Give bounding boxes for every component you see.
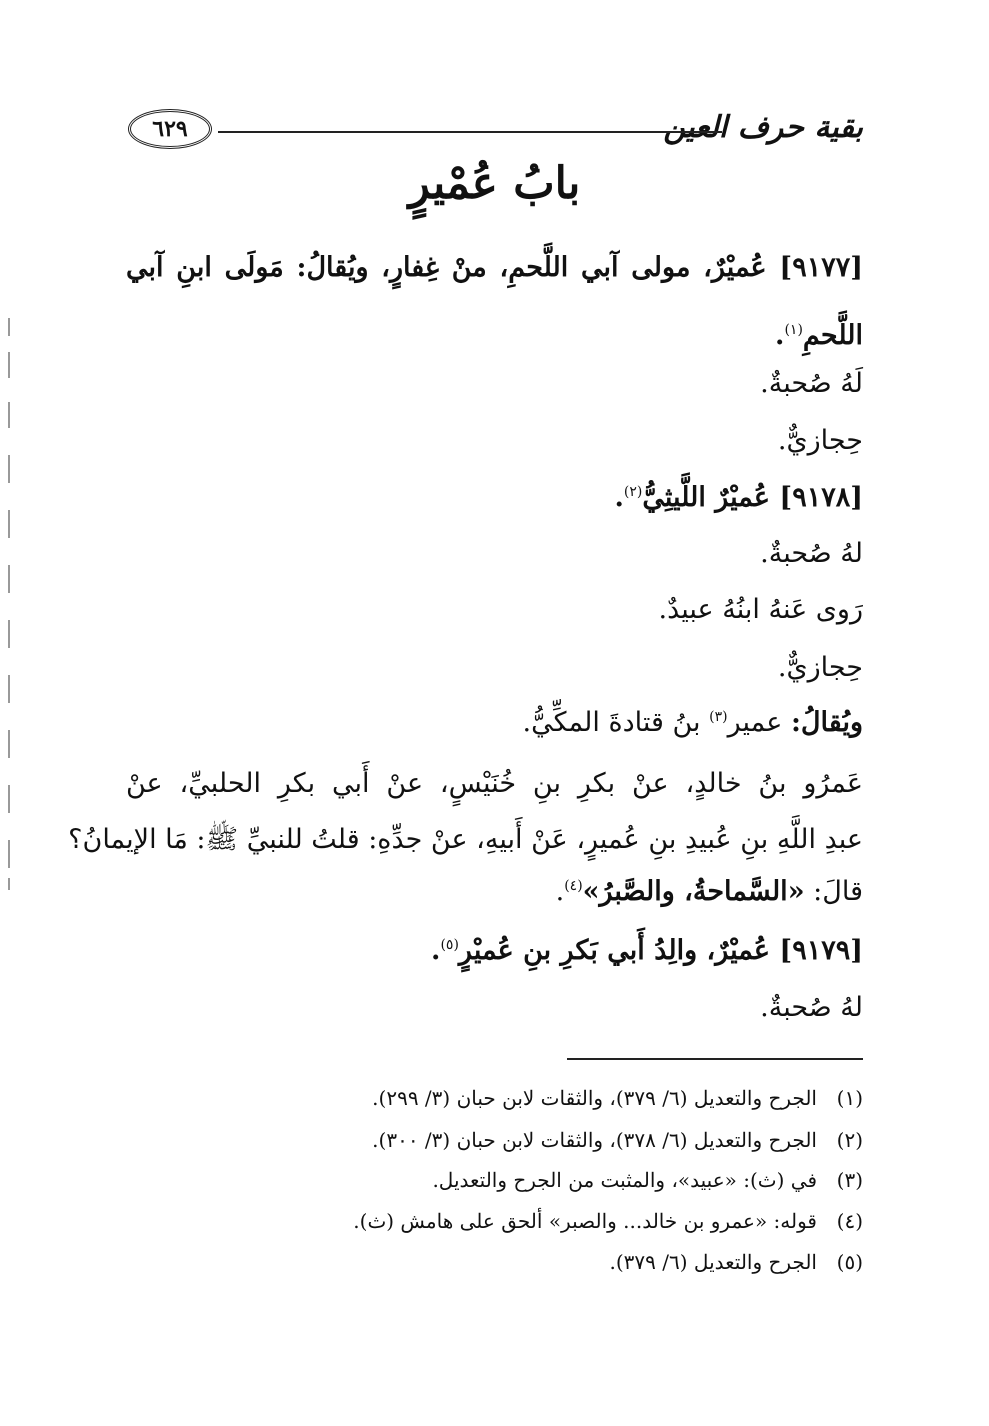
entry-9179-companion: لهُ صُحبةٌ. <box>760 992 863 1023</box>
footnote-rule <box>567 1058 863 1060</box>
footnote-5-text: الجرح والتعديل (٦/ ٣٧٩). <box>609 1250 817 1274</box>
hadith-quote: «السَّماحةُ، والصَّبرُ» <box>582 876 805 907</box>
alt-name-b: بنُ قتادةَ المكِّيُّ. <box>522 707 710 738</box>
entry-9178-alt-name <box>523 707 863 738</box>
entry-9177-origin: حِجازيٌّ. <box>777 425 863 456</box>
entry-9178-companion: لهُ صُحبةٌ. <box>760 538 863 569</box>
footnote-4 <box>353 1209 863 1233</box>
footnote-4-mark: (٤) <box>836 1209 863 1233</box>
entry-9178-origin: حِجازيٌّ. <box>777 652 863 683</box>
footnote-2 <box>372 1128 863 1152</box>
margin-mark <box>8 565 10 593</box>
footnote-4-text: قوله: «عمرو بن خالد... والصبر» ألحق على هامش (ث). <box>353 1209 817 1233</box>
footnote-2-mark: (٢) <box>836 1128 863 1152</box>
margin-mark <box>8 620 10 648</box>
entry-9177-line-2 <box>775 320 863 351</box>
entry-9177-line-1: [٩١٧٧] عُميْرٌ، مولى آبي اللَّحمِ، منْ غِفارٍ، ويُقالُ: مَولَى ابنِ آبي <box>126 252 863 283</box>
running-title: بقية حرف العين <box>663 110 863 145</box>
entry-9179-head <box>431 935 863 966</box>
footnote-3-mark: (٣) <box>836 1168 863 1192</box>
footnote-ref-5: (٥) <box>440 937 459 953</box>
entry-9178-head <box>615 482 863 513</box>
margin-mark <box>8 402 10 428</box>
footnote-5 <box>610 1250 864 1274</box>
footnote-1-mark: (١) <box>836 1086 863 1110</box>
margin-mark <box>8 352 10 378</box>
footnote-3 <box>432 1168 863 1192</box>
entry-9177-companion: لَهُ صُحبةٌ. <box>760 368 863 399</box>
entry-9177-name-end: اللَّحمِ <box>802 320 863 351</box>
margin-mark <box>8 840 10 868</box>
footnote-5-mark: (٥) <box>836 1250 863 1274</box>
hadith-line-3 <box>556 876 863 907</box>
hadith-line-1: عَمرُو بنُ خالدٍ، عنْ بكرِ بنِ خُنَيْسٍ، عنْ أَبي بكرِ الحلبيِّ، عنْ <box>126 768 863 799</box>
entry-9178-title: [٩١٧٨] عُميْرٌ اللَّيثِيُّ <box>642 482 863 513</box>
margin-mark <box>8 318 10 336</box>
footnote-ref-3: (٣) <box>709 709 728 725</box>
footnote-ref-4: (٤) <box>564 878 583 894</box>
entry-9178-head-end: . <box>614 482 624 513</box>
footnote-1-text: الجرح والتعديل (٦/ ٣٧٩)، والثقات لابن حبان (٣/ ٢٩٩). <box>372 1086 817 1110</box>
alt-name-prefix: ويُقالُ: <box>790 707 863 738</box>
footnote-3-text: في (ث): «عبيد»، والمثبت من الجرح والتعديل. <box>432 1168 817 1192</box>
entry-9177-line-2-end: . <box>775 320 785 351</box>
margin-mark <box>8 878 10 890</box>
entry-9178-narrator: رَوى عَنهُ ابنُهُ عبيدٌ. <box>658 594 863 625</box>
margin-mark <box>8 510 10 538</box>
footnote-ref-1: (١) <box>784 322 803 338</box>
chapter-heading: بابُ عُمْيرٍ <box>408 158 581 209</box>
alt-name-a: عمير <box>727 707 791 738</box>
hadith-line-3-end: . <box>555 876 565 907</box>
margin-mark <box>8 675 10 703</box>
header-rule <box>218 131 722 133</box>
entry-9179-head-end: . <box>431 935 441 966</box>
margin-mark <box>8 785 10 813</box>
entry-9179-title: [٩١٧٩] عُميْرٌ، والِدُ أَبي بَكرِ بنِ عُميْرٍ <box>458 935 863 966</box>
hadith-qala: قالَ: <box>804 876 863 907</box>
page-number <box>128 109 212 149</box>
footnote-1 <box>372 1086 863 1110</box>
margin-mark <box>8 730 10 758</box>
footnote-ref-2: (٢) <box>623 484 643 500</box>
margin-mark <box>8 455 10 483</box>
hadith-line-2: عبدِ اللَّهِ بنِ عُبيدِ بنِ عُميرٍ، عَنْ أَبيهِ، عنْ جدِّهِ: قلتُ للنبيِّ ﷺ: مَا الإيمانُ؟ <box>68 824 863 855</box>
footnote-2-text: الجرح والتعديل (٦/ ٣٧٨)، والثقات لابن حبان (٣/ ٣٠٠). <box>372 1128 817 1152</box>
page-number-text: ٦٢٩ <box>152 116 188 142</box>
